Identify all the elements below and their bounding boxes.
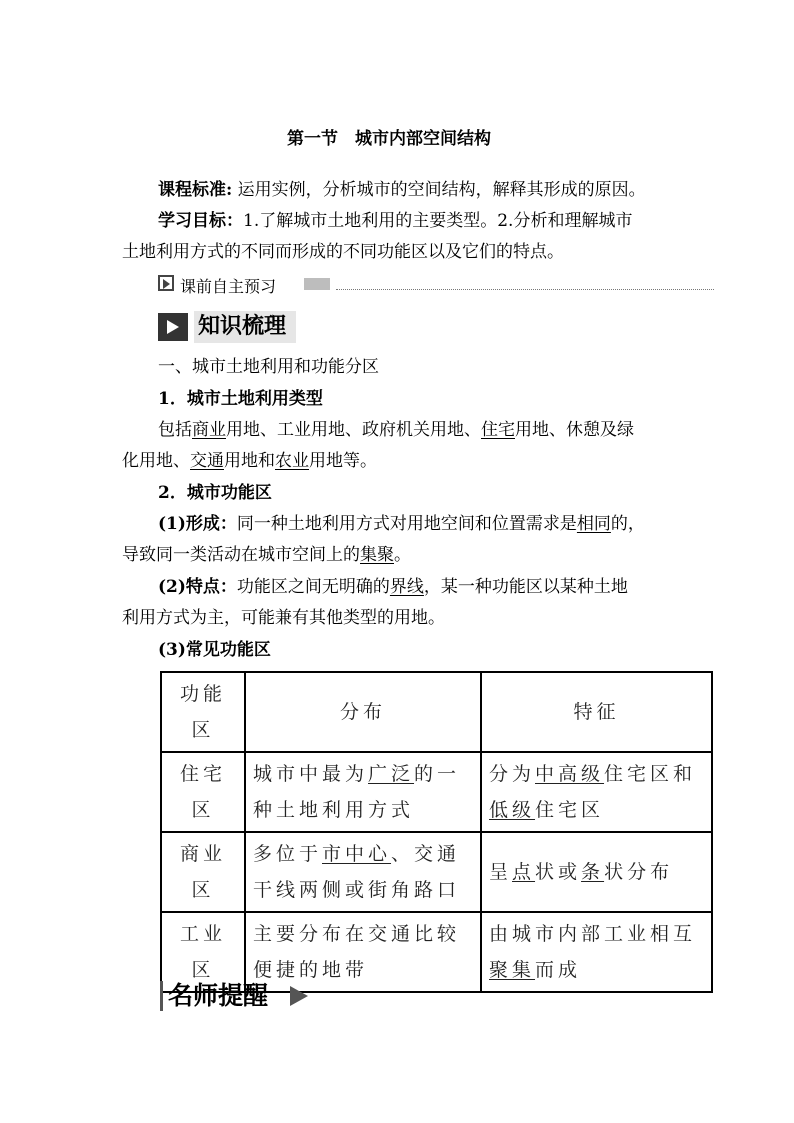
text: 导致同一类活动在城市空间上的 [122, 545, 360, 565]
text: ，某一种功能区以某种土地 [423, 577, 628, 597]
item1-line1 [158, 514, 645, 534]
goals-label: 学习目标： [158, 211, 243, 231]
heading-land-use-zones: 一、城市土地利用和功能分区 [158, 357, 379, 377]
bar-decoration [304, 278, 330, 290]
feature-cell [481, 752, 712, 832]
underlined-term: 低级 [489, 799, 536, 821]
underlined-term: 点 [512, 861, 536, 883]
header-cell: 分布 [245, 672, 481, 752]
knowledge-header-label: 知识梳理 [194, 311, 296, 343]
text: 。 [394, 545, 411, 565]
learning-goals-line2: 土地利用方式的不同而形成的不同功能区以及它们的特点。 [122, 242, 564, 262]
item2-line1 [158, 577, 628, 597]
underlined-term: 广泛 [368, 763, 415, 785]
item3-heading: (3)常见功能区 [158, 640, 271, 660]
distribution-cell [245, 912, 481, 992]
item2-line2: 利用方式为主，可能兼有其他类型的用地。 [122, 608, 445, 628]
text: 同一种土地利用方式对用地空间和位置需求是 [236, 514, 577, 534]
distribution-cell [245, 832, 481, 912]
distribution-cell [245, 752, 481, 832]
text: 化用地、 [122, 451, 190, 471]
underlined-term: 界线 [389, 577, 424, 597]
underlined-term: 住宅 [481, 420, 515, 440]
text: 的， [610, 514, 645, 534]
underlined-term: 条 [581, 861, 605, 883]
text: 呈 [489, 861, 513, 883]
section-bar-label: 课前自主预习 [180, 277, 277, 296]
zone-name-cell: 住宅区 [161, 752, 245, 832]
header-cell: 特征 [481, 672, 712, 752]
text: 城市中最为 [253, 763, 369, 785]
functional-zones-table [160, 671, 713, 993]
curriculum-text: 运用实例，分析城市的空间结构，解释其形成的原因。 [232, 180, 646, 200]
goals-text-1: 1.了解城市土地利用的主要类型。2.分析和理解城市 [243, 211, 633, 231]
text: 由城市内部工业相互 [489, 923, 697, 945]
heading-land-use-types: 1．城市土地利用类型 [158, 389, 323, 409]
text: 状分布 [604, 861, 674, 883]
zone-name-cell: 商业区 [161, 832, 245, 912]
arrow-right-icon [290, 986, 308, 1006]
zone-name-cell: 工业区 [161, 912, 245, 992]
text: 住宅区和 [604, 763, 697, 785]
text: 用地、休憩及绿 [515, 420, 634, 440]
underlined-term: 聚集 [489, 959, 536, 981]
item1-line2 [122, 545, 411, 565]
section-bar-preview [158, 274, 714, 294]
text: 、交通干线两侧或街角路口 [253, 843, 461, 901]
table-row [161, 832, 712, 912]
table-row [161, 752, 712, 832]
header-bar [160, 981, 163, 1011]
curriculum-standard [158, 180, 646, 200]
dotted-divider [336, 289, 714, 290]
curriculum-label: 课程标准: [158, 180, 233, 200]
page-title: 第一节 城市内部空间结构 [287, 129, 491, 149]
underlined-term: 农业 [275, 451, 309, 471]
header-cell: 功能区 [161, 672, 245, 752]
underlined-term: 相同 [576, 514, 611, 534]
text: 包括 [158, 420, 192, 440]
feature-cell [481, 832, 712, 912]
text: 主要分布在交通比较便捷的地带 [253, 923, 461, 981]
text: 状或 [535, 861, 582, 883]
text: 而成 [535, 959, 582, 981]
play-icon [158, 275, 174, 291]
text: 功能区之间无明确的 [236, 577, 390, 597]
learning-goals-line1 [158, 211, 632, 231]
para1-line1 [158, 420, 634, 440]
feature-cell [481, 912, 712, 992]
item-label: (1)形成： [158, 514, 237, 534]
text: 用地等。 [309, 451, 377, 471]
text: 多位于 [253, 843, 323, 865]
text: 用地和 [224, 451, 275, 471]
item-label: (2)特点： [158, 577, 237, 597]
underlined-term: 商业 [192, 420, 226, 440]
underlined-term: 市中心 [322, 843, 392, 865]
table-header-row [161, 672, 712, 752]
underlined-term: 中高级 [535, 763, 605, 785]
para1-line2 [122, 451, 377, 471]
underlined-term: 集聚 [360, 545, 394, 565]
text: 用地、工业用地、政府机关用地、 [226, 420, 481, 440]
text: 分为 [489, 763, 536, 785]
underlined-term: 交通 [190, 451, 224, 471]
teacher-tips-label: 名师提醒 [168, 981, 269, 1010]
heading-functional-zones: 2．城市功能区 [158, 483, 272, 503]
text: 住宅区 [535, 799, 605, 821]
text: 的一种土地利用方式 [253, 763, 461, 821]
arrow-icon [158, 313, 188, 341]
